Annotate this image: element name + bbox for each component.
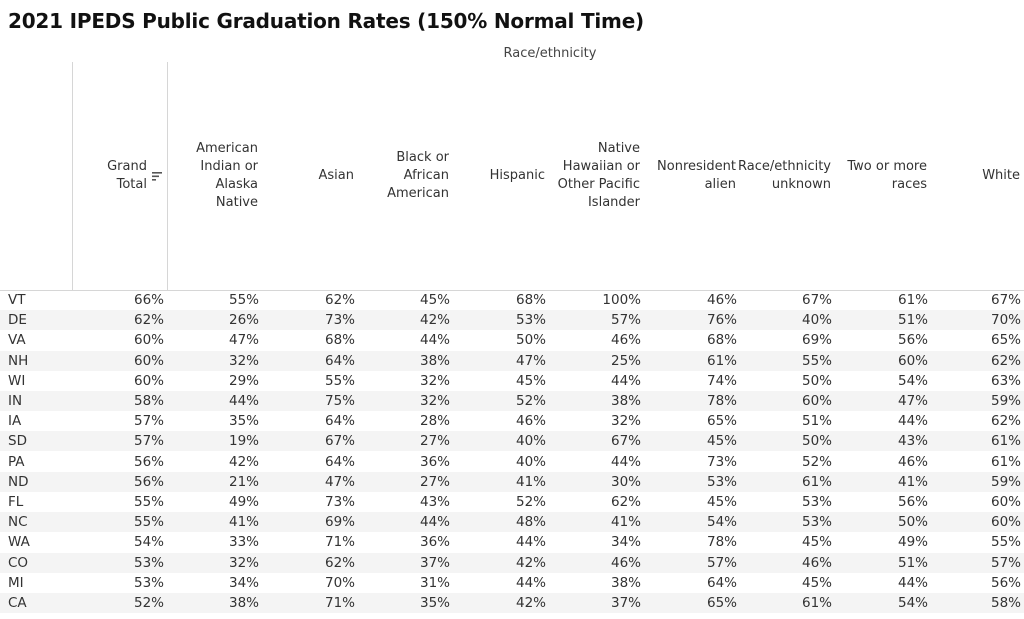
column-header-line: Two or more bbox=[847, 159, 927, 174]
table-row[interactable] bbox=[0, 351, 1024, 371]
value-cell: 70% bbox=[324, 574, 355, 591]
column-header-line: African bbox=[403, 168, 449, 183]
column-header-line: races bbox=[891, 177, 927, 192]
value-cell: 34% bbox=[610, 534, 641, 551]
value-cell: 67% bbox=[990, 292, 1021, 308]
value-cell: 64% bbox=[706, 574, 737, 591]
value-cell: 44% bbox=[610, 372, 641, 389]
value-cell: 42% bbox=[419, 312, 450, 329]
value-cell: 61% bbox=[801, 473, 832, 490]
value-cell: 53% bbox=[515, 312, 546, 329]
value-cell: 49% bbox=[897, 534, 928, 551]
value-cell: 57% bbox=[133, 413, 164, 430]
state-label: VT bbox=[8, 292, 26, 308]
value-cell: 44% bbox=[515, 574, 546, 591]
state-label: MI bbox=[8, 574, 24, 591]
value-cell: 55% bbox=[228, 292, 259, 308]
value-cell: 53% bbox=[706, 473, 737, 490]
column-header[interactable] bbox=[931, 62, 1024, 290]
table-row[interactable] bbox=[0, 553, 1024, 573]
value-cell: 67% bbox=[610, 433, 641, 450]
value-cell: 73% bbox=[706, 453, 737, 470]
value-cell: 32% bbox=[228, 352, 259, 369]
column-header-line: Hawaiian or bbox=[562, 159, 640, 174]
value-cell: 36% bbox=[419, 453, 450, 470]
value-cell: 50% bbox=[515, 332, 546, 349]
value-cell: 63% bbox=[990, 372, 1021, 389]
table-row[interactable] bbox=[0, 371, 1024, 391]
value-cell: 48% bbox=[515, 514, 546, 531]
value-cell: 55% bbox=[801, 352, 832, 369]
value-cell: 58% bbox=[133, 393, 164, 409]
value-cell: 36% bbox=[419, 534, 450, 551]
value-cell: 44% bbox=[419, 332, 450, 349]
value-cell: 62% bbox=[610, 494, 641, 510]
value-cell: 41% bbox=[228, 514, 259, 531]
value-cell: 46% bbox=[706, 292, 737, 308]
column-header-line: Other Pacific bbox=[557, 177, 640, 192]
value-cell: 65% bbox=[706, 413, 737, 430]
value-cell: 38% bbox=[610, 393, 641, 409]
column-header-line: Total bbox=[116, 177, 147, 192]
state-label: IA bbox=[8, 413, 22, 430]
state-label: DE bbox=[8, 312, 27, 329]
table-row[interactable] bbox=[0, 593, 1024, 613]
value-cell: 60% bbox=[133, 352, 164, 369]
value-cell: 38% bbox=[610, 574, 641, 591]
table-row[interactable] bbox=[0, 452, 1024, 472]
column-header-line: Alaska bbox=[215, 177, 258, 192]
value-cell: 27% bbox=[419, 433, 450, 450]
value-cell: 57% bbox=[706, 554, 737, 571]
value-cell: 71% bbox=[324, 534, 355, 551]
value-cell: 29% bbox=[228, 372, 259, 389]
value-cell: 51% bbox=[801, 413, 832, 430]
column-header[interactable] bbox=[644, 62, 740, 290]
value-cell: 45% bbox=[801, 574, 832, 591]
value-cell: 47% bbox=[515, 352, 546, 369]
value-cell: 42% bbox=[228, 453, 259, 470]
value-cell: 74% bbox=[706, 372, 737, 389]
column-header[interactable] bbox=[549, 62, 644, 290]
value-cell: 60% bbox=[897, 352, 928, 369]
value-cell: 31% bbox=[419, 574, 450, 591]
value-cell: 67% bbox=[801, 292, 832, 308]
column-header-line: American bbox=[387, 186, 449, 201]
column-header[interactable] bbox=[167, 62, 262, 290]
value-cell: 38% bbox=[228, 595, 259, 611]
state-label: CO bbox=[8, 554, 29, 571]
column-header-line: Black or bbox=[396, 150, 449, 165]
value-cell: 51% bbox=[897, 312, 928, 329]
value-cell: 45% bbox=[706, 433, 737, 450]
value-cell: 54% bbox=[706, 514, 737, 531]
state-label: WI bbox=[8, 372, 26, 389]
value-cell: 42% bbox=[515, 554, 546, 571]
value-cell: 59% bbox=[990, 393, 1021, 409]
value-cell: 32% bbox=[610, 413, 641, 430]
value-cell: 27% bbox=[419, 473, 450, 490]
value-cell: 37% bbox=[610, 595, 641, 611]
column-header-line: Native bbox=[597, 141, 640, 156]
value-cell: 56% bbox=[897, 332, 928, 349]
value-cell: 62% bbox=[990, 413, 1021, 430]
column-header-line: Race/ethnicity bbox=[738, 159, 831, 174]
value-cell: 53% bbox=[801, 514, 832, 531]
value-cell: 32% bbox=[419, 393, 450, 409]
value-cell: 35% bbox=[228, 413, 259, 430]
value-cell: 62% bbox=[324, 554, 355, 571]
value-cell: 59% bbox=[990, 473, 1021, 490]
table-row[interactable] bbox=[0, 532, 1024, 552]
value-cell: 100% bbox=[602, 292, 641, 308]
value-cell: 68% bbox=[324, 332, 355, 349]
state-label: NC bbox=[8, 514, 28, 531]
table-row[interactable] bbox=[0, 512, 1024, 532]
value-cell: 30% bbox=[610, 473, 641, 490]
value-cell: 53% bbox=[133, 574, 164, 591]
column-header-line: White bbox=[982, 168, 1020, 183]
table-row[interactable] bbox=[0, 492, 1024, 512]
value-cell: 40% bbox=[801, 312, 832, 329]
value-cell: 62% bbox=[990, 352, 1021, 369]
column-header-line: Native bbox=[215, 195, 258, 210]
value-cell: 67% bbox=[324, 433, 355, 450]
value-cell: 56% bbox=[990, 574, 1021, 591]
value-cell: 55% bbox=[990, 534, 1021, 551]
value-cell: 46% bbox=[801, 554, 832, 571]
value-cell: 58% bbox=[990, 595, 1021, 611]
value-cell: 71% bbox=[324, 595, 355, 611]
column-header-line: unknown bbox=[771, 177, 831, 192]
value-cell: 61% bbox=[897, 292, 928, 308]
value-cell: 53% bbox=[801, 494, 832, 510]
column-header-line: Indian or bbox=[200, 159, 258, 174]
column-header-line: Hispanic bbox=[489, 168, 545, 183]
value-cell: 73% bbox=[324, 494, 355, 510]
value-cell: 64% bbox=[324, 413, 355, 430]
value-cell: 56% bbox=[897, 494, 928, 510]
column-group-label: Race/ethnicity bbox=[503, 46, 597, 61]
sort-descending-icon[interactable] bbox=[151, 169, 163, 183]
table-row[interactable] bbox=[0, 573, 1024, 593]
value-cell: 46% bbox=[515, 413, 546, 430]
value-cell: 76% bbox=[706, 312, 737, 329]
value-cell: 35% bbox=[419, 595, 450, 611]
column-header-line: American bbox=[196, 141, 258, 156]
value-cell: 57% bbox=[133, 433, 164, 450]
value-cell: 60% bbox=[801, 393, 832, 409]
table-row[interactable] bbox=[0, 431, 1024, 451]
value-cell: 52% bbox=[515, 494, 546, 510]
state-label: IN bbox=[8, 393, 23, 409]
value-cell: 69% bbox=[801, 332, 832, 349]
column-header[interactable] bbox=[740, 62, 835, 290]
value-cell: 45% bbox=[801, 534, 832, 551]
value-cell: 19% bbox=[228, 433, 259, 450]
state-label: PA bbox=[8, 453, 25, 470]
table-row[interactable] bbox=[0, 391, 1024, 411]
value-cell: 40% bbox=[515, 433, 546, 450]
value-cell: 44% bbox=[419, 514, 450, 531]
column-header[interactable] bbox=[262, 62, 358, 290]
value-cell: 32% bbox=[228, 554, 259, 571]
value-cell: 62% bbox=[133, 312, 164, 329]
value-cell: 60% bbox=[990, 514, 1021, 531]
state-label: SD bbox=[8, 433, 27, 450]
table-body bbox=[0, 290, 1024, 619]
value-cell: 38% bbox=[419, 352, 450, 369]
value-cell: 54% bbox=[133, 534, 164, 551]
state-label: FL bbox=[8, 494, 24, 510]
value-cell: 60% bbox=[990, 494, 1021, 510]
value-cell: 47% bbox=[324, 473, 355, 490]
value-cell: 43% bbox=[419, 494, 450, 510]
value-cell: 57% bbox=[990, 554, 1021, 571]
value-cell: 46% bbox=[897, 453, 928, 470]
value-cell: 44% bbox=[610, 453, 641, 470]
value-cell: 40% bbox=[515, 453, 546, 470]
table-row[interactable] bbox=[0, 411, 1024, 431]
value-cell: 28% bbox=[419, 413, 450, 430]
value-cell: 50% bbox=[801, 433, 832, 450]
value-cell: 56% bbox=[133, 473, 164, 490]
value-cell: 45% bbox=[515, 372, 546, 389]
value-cell: 66% bbox=[133, 292, 164, 308]
value-cell: 60% bbox=[133, 332, 164, 349]
value-cell: 21% bbox=[228, 473, 259, 490]
state-label: ND bbox=[8, 473, 29, 490]
value-cell: 42% bbox=[515, 595, 546, 611]
value-cell: 34% bbox=[228, 574, 259, 591]
column-header[interactable] bbox=[453, 62, 549, 290]
value-cell: 41% bbox=[610, 514, 641, 531]
state-label: VA bbox=[8, 332, 26, 349]
state-label: WA bbox=[8, 534, 30, 551]
value-cell: 65% bbox=[990, 332, 1021, 349]
value-cell: 52% bbox=[133, 595, 164, 611]
value-cell: 44% bbox=[897, 413, 928, 430]
value-cell: 52% bbox=[801, 453, 832, 470]
column-header-line: alien bbox=[704, 177, 736, 192]
value-cell: 49% bbox=[228, 494, 259, 510]
state-label: NH bbox=[8, 352, 29, 369]
value-cell: 56% bbox=[133, 453, 164, 470]
value-cell: 61% bbox=[990, 433, 1021, 450]
column-header[interactable] bbox=[358, 62, 453, 290]
table-row[interactable] bbox=[0, 330, 1024, 350]
value-cell: 55% bbox=[324, 372, 355, 389]
value-cell: 52% bbox=[515, 393, 546, 409]
value-cell: 61% bbox=[990, 453, 1021, 470]
table-row[interactable] bbox=[0, 290, 1024, 310]
value-cell: 46% bbox=[610, 332, 641, 349]
value-cell: 50% bbox=[801, 372, 832, 389]
value-cell: 43% bbox=[897, 433, 928, 450]
value-cell: 60% bbox=[133, 372, 164, 389]
column-header-line: Nonresident bbox=[657, 159, 736, 174]
value-cell: 70% bbox=[990, 312, 1021, 329]
value-cell: 41% bbox=[515, 473, 546, 490]
value-cell: 69% bbox=[324, 514, 355, 531]
value-cell: 64% bbox=[324, 453, 355, 470]
value-cell: 73% bbox=[324, 312, 355, 329]
value-cell: 37% bbox=[419, 554, 450, 571]
value-cell: 44% bbox=[515, 534, 546, 551]
value-cell: 53% bbox=[133, 554, 164, 571]
value-cell: 68% bbox=[706, 332, 737, 349]
value-cell: 44% bbox=[897, 574, 928, 591]
value-cell: 26% bbox=[228, 312, 259, 329]
value-cell: 44% bbox=[228, 393, 259, 409]
value-cell: 57% bbox=[610, 312, 641, 329]
value-cell: 61% bbox=[801, 595, 832, 611]
value-cell: 45% bbox=[706, 494, 737, 510]
value-cell: 46% bbox=[610, 554, 641, 571]
column-header[interactable] bbox=[835, 62, 931, 290]
value-cell: 65% bbox=[706, 595, 737, 611]
value-cell: 62% bbox=[324, 292, 355, 308]
value-cell: 54% bbox=[897, 372, 928, 389]
value-cell: 55% bbox=[133, 514, 164, 531]
value-cell: 47% bbox=[228, 332, 259, 349]
value-cell: 32% bbox=[419, 372, 450, 389]
column-header-line: Grand bbox=[107, 159, 147, 174]
value-cell: 33% bbox=[228, 534, 259, 551]
column-header-line: Asian bbox=[318, 168, 354, 183]
value-cell: 55% bbox=[133, 494, 164, 510]
value-cell: 45% bbox=[419, 292, 450, 308]
column-header-line: Islander bbox=[587, 195, 640, 210]
value-cell: 78% bbox=[706, 393, 737, 409]
value-cell: 61% bbox=[706, 352, 737, 369]
value-cell: 68% bbox=[515, 292, 546, 308]
value-cell: 78% bbox=[706, 534, 737, 551]
value-cell: 51% bbox=[897, 554, 928, 571]
table-row[interactable] bbox=[0, 310, 1024, 330]
value-cell: 54% bbox=[897, 595, 928, 611]
value-cell: 75% bbox=[324, 393, 355, 409]
value-cell: 41% bbox=[897, 473, 928, 490]
value-cell: 25% bbox=[610, 352, 641, 369]
page-title: 2021 IPEDS Public Graduation Rates (150% Normal Time) bbox=[8, 9, 645, 33]
table-row[interactable] bbox=[0, 472, 1024, 492]
value-cell: 64% bbox=[324, 352, 355, 369]
value-cell: 47% bbox=[897, 393, 928, 409]
state-label: CA bbox=[8, 595, 27, 611]
value-cell: 50% bbox=[897, 514, 928, 531]
